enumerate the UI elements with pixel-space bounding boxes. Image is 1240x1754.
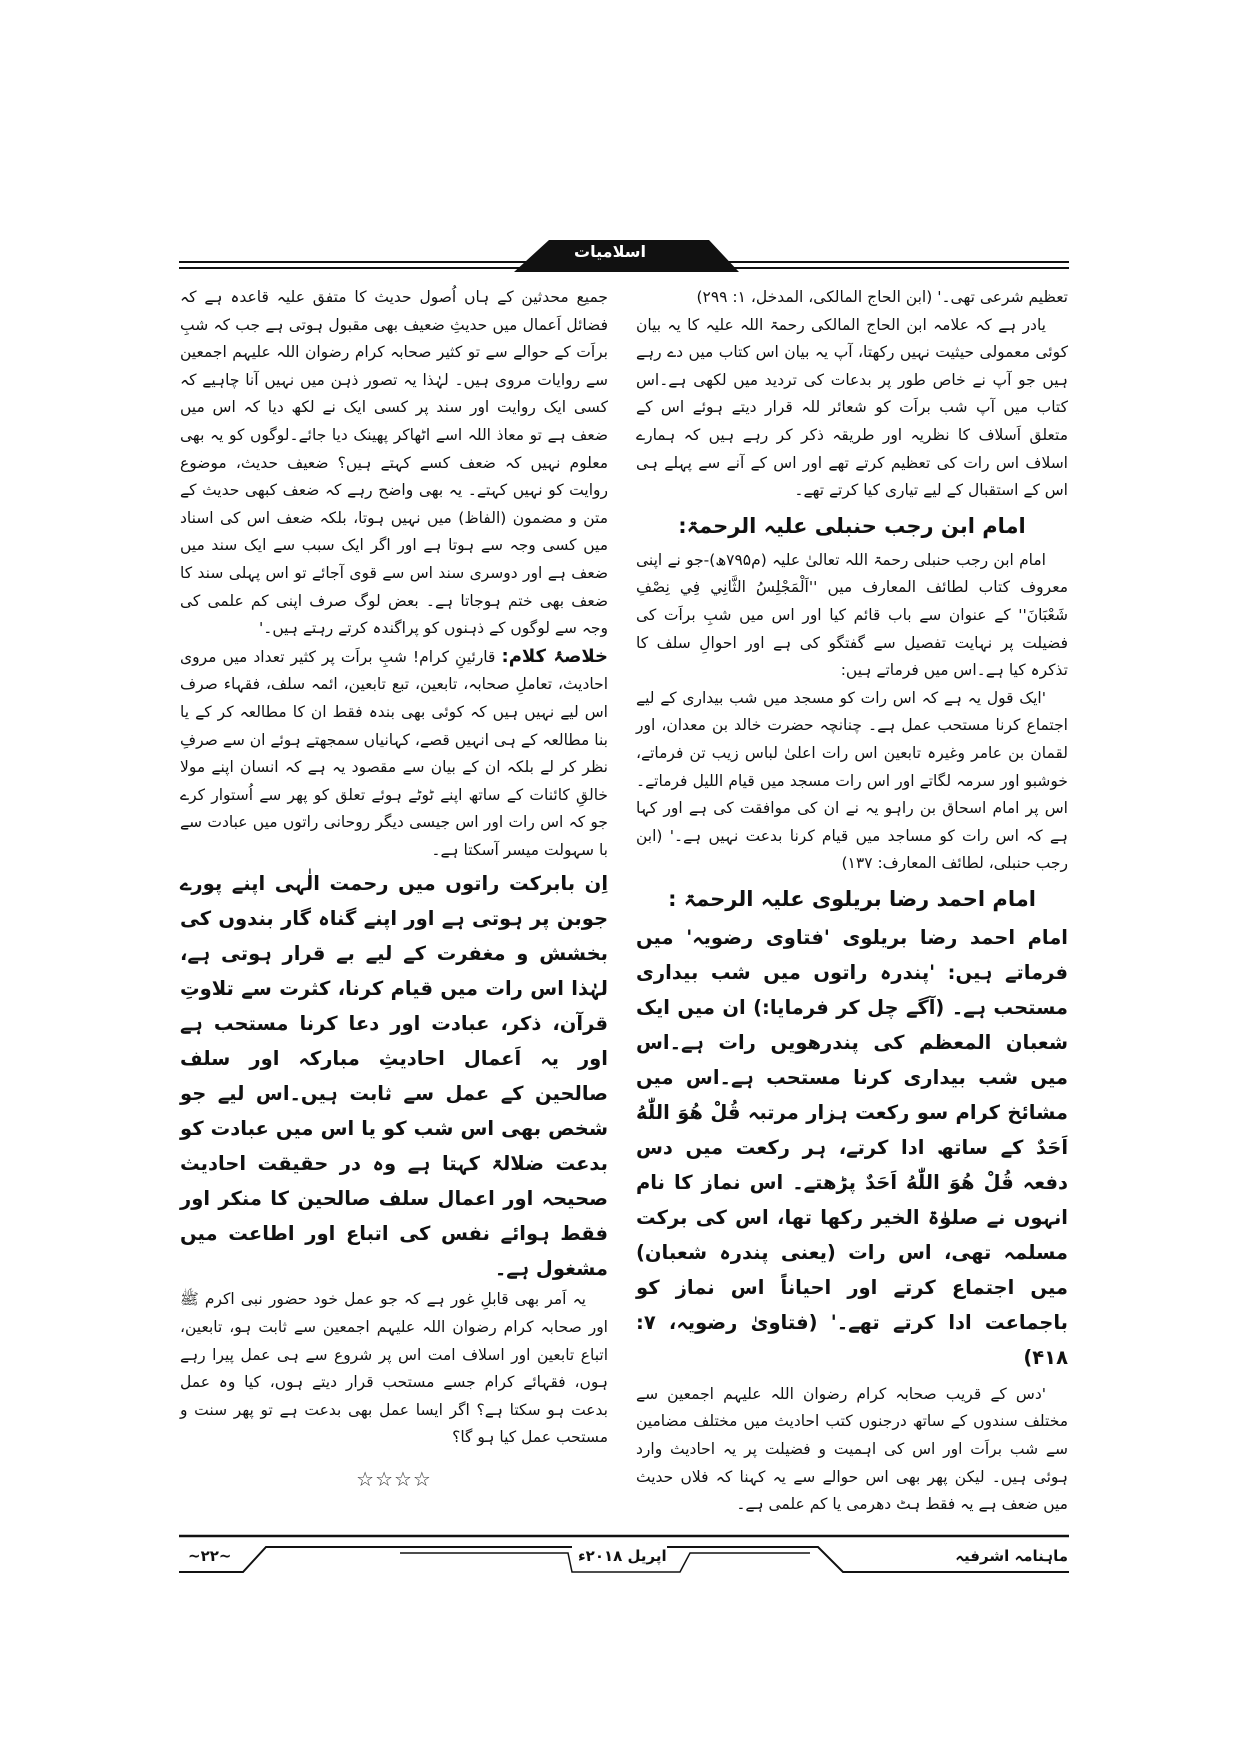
footer (0, 1529, 1240, 1579)
paragraph: 'دس کے قریب صحابہ کرام رضوان اللہ علیہم اجمعین سے مختلف سندوں کے ساتھ درجنوں کتب احادیث میں مختلف مضامین سے شب براَت اور اس کی اہمیت و فضیلت پر یہ احادیث وارد ہوئی ہیں۔ لیکن پھر بھی اس حوالے سے یہ کہنا کہ فلاں حدیث میں ضعف ہے یہ فقط ہٹ دھرمی یا کم علمی ہے۔ (636, 1384, 1068, 1514)
bold-paragraph: اِن بابرکت راتوں میں رحمت الٰہی اپنے پورے جوبن پر ہوتی ہے اور اپنے گناہ گار بندوں کی بخشش و مغفرت کے لیے بے قرار ہوتی ہے، لہٰذا اس رات میں قیام کرنا، کثرت سے تلاوتِ قرآن، ذکر، عبادت اور دعا کرنا مستحب ہے اور یہ اَعمال احادیثِ مبارکہ اور سلف صالحین کے عمل سے ثابت ہیں۔اس لیے جو شخص بھی اس شب کو یا اس میں عبادت کو بدعت ضلالۃ کہتا ہے وہ در حقیقت احادیث صحیحہ اور اعمال سلف صالحین کا منکر اور فقط ہوائے نفس کی اتباع اور اطاعت میں مشغول ہے۔ (180, 872, 608, 1281)
paragraph: جمیع محدثین کے ہاں اُصول حدیث کا متفق علیہ قاعدہ ہے کہ فضائل اَعمال میں حدیثِ ضعیف بھی مقبول ہوتی ہے جب کہ شبِ براَت کے حوالے سے تو کثیر صحابہ کرام رضوان اللہ علیہم اجمعین سے روایات مروی ہیں۔ لہٰذا یہ تصور ذہن میں نہیں آنا چاہیے کہ کسی ایک روایت اور سند پر کسی ایک نے لکھ دیا کہ اس میں ضعف ہے تو معاذ اللہ اسے اٹھاکر پھینک دیا جائے۔لوگوں کو یہ بھی معلوم نہیں کہ ضعف کسے کہتے ہیں؟ ضعیف حدیث، موضوع روایت کو نہیں کہتے۔ یہ بھی واضح رہے کہ ضعف کبھی حدیث کے متن و مضمون (الفاظ) میں نہیں ہوتا، بلکہ ضعف اس کی اسناد میں کسی وجہ سے ہوتا ہے اور اگر ایک سبب سے ایک سند میں ضعف ہے اور دوسری سند اس سے قوی آجائے تو اس پہلی سند کا ضعف بھی ختم ہوجاتا ہے۔ بعض لوگ صرف اپنی کم علمی کی وجہ سے لوگوں کے ذہنوں کو پراگندہ کرتے رہتے ہیں۔' (180, 288, 608, 638)
paragraph: یادر ہے کہ علامہ ابن الحاج المالکی رحمۃ اللہ علیہ کا یہ بیان کوئی معمولی حیثیت نہیں رکھتا، آپ یہ بیان اس کتاب میں دے رہے ہیں جو آپ نے خاص طور پر بدعات کی تردید میں لکھی ہے۔اس کتاب میں آپ شب براَت کو شعائر للہ قرار دیتے ہوئے اس کے متعلق اَسلاف کا نظریہ اور طریقہ ذکر کر رہے ہیں کہ ہمارے اسلاف اس رات کی تعظیم کرتے تھے اور اس کے آنے سے پہلے ہی اس کے استقبال کے لیے تیاری کیا کرتے تھے۔ (636, 315, 1068, 500)
page-number: ~۲۲~ (188, 1547, 232, 1565)
end-stars: ☆☆☆☆ (356, 1467, 432, 1492)
section-heading: امام احمد رضا بریلوی علیہ الرحمۃ : (668, 886, 1036, 911)
issue-date: اپریل ۲۰۱۸ء (578, 1547, 667, 1565)
right-column (636, 284, 1068, 1519)
summary-lead: خلاصۂ کلام: (501, 645, 609, 667)
summary-text: قارئینِ کرام! شبِ براَت پر کثیر تعداد میں مروی احادیث، تعاملِ صحابہ، تابعین، تبع تابعین، ائمہ سلف، فقہاء صرف اس لیے نہیں ہیں کہ کوئی بھی بندہ فقط ان کا مطالعہ کر کے یا بنا مطالعہ کے ہی انہیں قصے، کہانیاں سمجھتے ہوئے ان سے صرفِ نظر کر لے بلکہ ان کے بیان سے مقصود یہ ہے کہ انسان اپنے مولا خالقِ کائنات کے ساتھ اپنے ٹوٹے ہوئے تعلق کو پھر سے اُستوار کرے جو کہ اس رات اور اس جیسی دیگر روحانی راتوں میں عبادت سے با سہولت میسر آسکتا ہے۔ (180, 647, 608, 859)
bold-quote-paragraph: امام احمد رضا بریلوی 'فتاوی رضویہ' میں فرماتے ہیں: 'پندرہ راتوں میں شب بیداری مستحب ہے۔ (آگے چل کر فرمایا:) ان میں ایک شعبان المعظم کی پندرھویں رات ہے۔اس میں شب بیداری کرنا مستحب ہے۔اس میں مشائخ کرام سو رکعت ہزار مرتبہ قُلْ هُوَ اللّٰهُ اَحَدٌ کے ساتھ ادا کرتے، ہر رکعت میں دس دفعہ قُلْ هُوَ اللّٰهُ اَحَدٌ پڑھتے۔ اس نماز کا نام انہوں نے صلوٰۃ الخیر رکھا تھا، اس کی برکت مسلمہ تھی، اس رات (یعنی پندرہ شعبان) میں اجتماع کرتے اور احیاناً اس نماز کو باجماعت ادا کرتے تھے۔' (فتاویٰ رضویہ، ۷: ۴۱۸) (636, 925, 1068, 1369)
paragraph: یہ اَمر بھی قابلِ غور ہے کہ جو عمل خود حضور نبی اکرم ﷺ اور صحابہ کرام رضوان اللہ علیہم اجمعین سے ثابت ہو، تابعین، اتباع تابعین اور اسلاف امت اس پر شروع سے ہی عمل پیرا رہے ہوں، فقہائے کرام جسے مستحب قرار دیتے ہوں، کیا وہ عمل بدعت ہو سکتا ہے؟ اگر ایسا عمل بھی بدعت ہے تو پھر سنت و مستحب عمل کیا ہو گا؟ (180, 1290, 608, 1447)
paragraph: امام ابن رجب حنبلی رحمۃ اللہ تعالیٰ علیہ (م۷۹۵ھ)-جو نے اپنی معروف کتاب لطائف المعارف میں ''اَلْمَجْلِسُ الثَّانِي فِي نِصْفِ شَعْبَانَ'' کے عنوان سے باب قائم کیا اور اس میں شبِ براَت کی فضیلت پر نہایت تفصیل سے گفتگو کی ہے اور احوالِ سلف کا تذکرہ کیا ہے۔اس میں فرماتے ہیں: (636, 550, 1068, 680)
quote-paragraph: 'ایک قول یہ ہے کہ اس رات کو مسجد میں شب بیداری کے لیے اجتماع کرنا مستحب عمل ہے۔ چنانچہ حضرت خالد بن معدان، اور لقمان بن عامر وغیرہ تابعین اس رات اعلیٰ لباس زیب تن فرماتے، خوشبو اور سرمہ لگاتے اور اس رات مسجد میں قیام اللیل فرماتے۔اس پر امام اسحاق بن راہو یہ نے ان کی موافقت کی ہے اور کہا ہے کہ اس رات کو مساجد میں قیام کرنا بدعت نہیں ہے۔' (ابن رجب حنبلی، لطائف المعارف: ۱۳۷) (636, 688, 1068, 873)
citation-line: تعظیم شرعی تھی۔' (ابن الحاج المالکی، المدخل، ۱: ۲۹۹) (696, 288, 1068, 306)
section-label: اسلامیات (574, 242, 646, 261)
summary-paragraph (180, 643, 608, 865)
section-heading: امام ابن رجب حنبلی علیہ الرحمۃ: (678, 513, 1026, 538)
magazine-name: ماہنامہ اشرفیہ (955, 1547, 1068, 1565)
left-column (180, 284, 608, 1492)
